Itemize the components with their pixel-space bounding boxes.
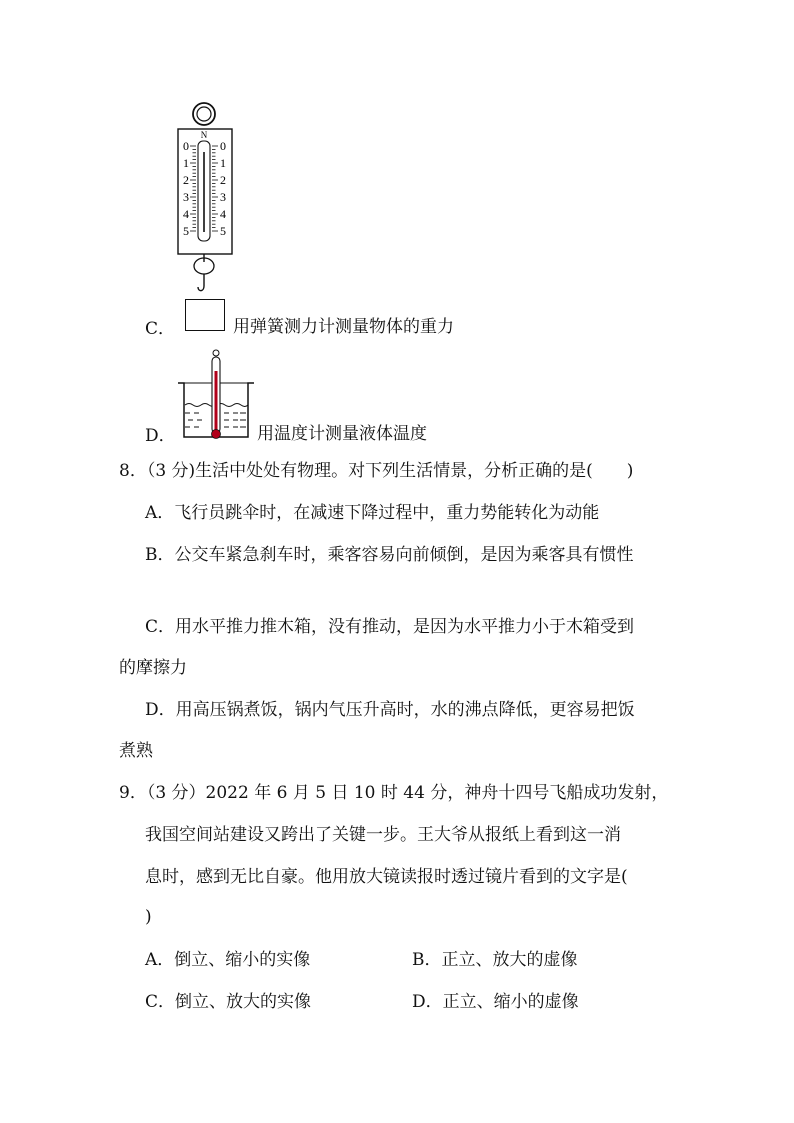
question-8-option-d-line2: 煮熟: [119, 741, 153, 761]
question-9-option-a: A．倒立、缩小的实像: [145, 950, 311, 970]
scale-label-left: 1: [183, 156, 189, 170]
scale-label-right: 0: [220, 139, 226, 153]
question-8-option-b: B．公交车紧急刹车时，乘客容易向前倾倒，是因为乘客具有惯性: [145, 545, 634, 565]
question-9-option-c: C．倒立、放大的实像: [145, 992, 312, 1012]
question-8-option-c-line1: C．用水平推力推木箱，没有推动，是因为水平推力小于木箱受到: [145, 617, 635, 637]
scale-label-left: 0: [183, 139, 189, 153]
scale-label-right: 2: [220, 173, 226, 187]
thermometer-liquid: [215, 371, 218, 433]
weight-block: [185, 299, 225, 331]
scale-hook: [198, 274, 204, 291]
question-9-line3: 息时，感到无比自豪。他用放大镜读报时透过镜片看到的文字是(: [145, 867, 628, 887]
question-9-option-b: B．正立、放大的虚像: [412, 950, 578, 970]
scale-label-right: 4: [220, 207, 226, 221]
question-8-option-c-line2: 的摩擦力: [119, 658, 187, 678]
beaker-thermometer-figure: [176, 347, 256, 442]
question-9-option-d: D．正立、缩小的虚像: [412, 992, 579, 1012]
scale-ring: [193, 103, 215, 125]
question-9-line2: 我国空间站建设又跨出了关键一步。王大爷从报纸上看到这一消: [145, 825, 621, 845]
option-c-text: 用弹簧测力计测量物体的重力: [233, 317, 454, 337]
question-8-option-d-line1: D．用高压锅煮饭，锅内气压升高时，水的沸点降低，更容易把饭: [145, 700, 635, 720]
option-d-letter: D．: [145, 426, 176, 446]
scale-label-right: 5: [220, 224, 226, 238]
scale-label-left: 2: [183, 173, 189, 187]
scale-label-left: 5: [183, 224, 189, 238]
question-8-stem: 8．（3 分)生活中处处有物理。对下列生活情景，分析正确的是( ): [119, 461, 634, 481]
option-c-letter: C．: [145, 319, 176, 339]
scale-unit: N: [200, 130, 208, 140]
scale-label-right: 3: [220, 190, 226, 204]
scale-label-right: 1: [220, 156, 226, 170]
scale-label-left: 3: [183, 190, 189, 204]
question-9-line1: 9．（3 分）2022 年 6 月 5 日 10 时 44 分，神舟十四号飞船成功发射，: [119, 783, 669, 803]
option-d-text: 用温度计测量液体温度: [257, 424, 427, 444]
scale-label-left: 4: [183, 207, 189, 221]
question-8-option-a: A．飞行员跳伞时，在减速下降过程中，重力势能转化为动能: [145, 503, 600, 523]
question-9-line4: ): [145, 907, 152, 927]
thermometer-bulb: [212, 430, 221, 439]
